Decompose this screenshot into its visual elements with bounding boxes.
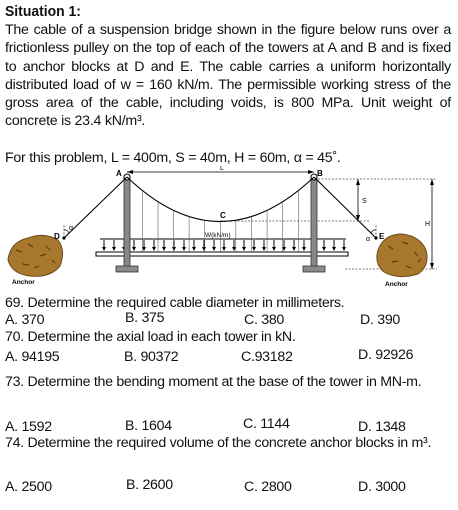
- anchor-left-label: Anchor: [12, 279, 35, 286]
- load-arrowhead: [172, 247, 176, 251]
- q74-option-a: A. 2500: [5, 479, 52, 495]
- dimension-L: [127, 166, 314, 174]
- load-arrowhead: [232, 247, 236, 251]
- anchor-right-label: Anchor: [385, 281, 408, 288]
- q74-option-d: D. 3000: [358, 479, 406, 495]
- q70-option-a: A. 94195: [5, 349, 60, 365]
- tower-B: [303, 174, 325, 272]
- q73-option-d: D. 1348: [358, 419, 406, 435]
- load-arrowhead: [112, 247, 116, 251]
- label-D: D: [54, 232, 60, 241]
- bridge-deck: [96, 252, 348, 256]
- load-arrowhead: [162, 247, 166, 251]
- label-L: L: [220, 166, 224, 172]
- label-C: C: [220, 211, 226, 220]
- load-arrowhead: [252, 247, 256, 251]
- alpha-right: α: [366, 236, 371, 243]
- q73-option-b: B. 1604: [125, 418, 172, 434]
- load-arrowhead: [262, 247, 266, 251]
- q69-option-d: D. 390: [360, 312, 401, 328]
- left-anchor-rock: [8, 235, 63, 286]
- label-A: A: [116, 169, 122, 178]
- alpha-left: α: [69, 225, 74, 232]
- label-E: E: [379, 232, 385, 241]
- q74-option-c: C. 2800: [244, 479, 292, 495]
- load-arrowhead: [332, 247, 336, 251]
- label-H: H: [425, 221, 431, 228]
- q73-option-c: C. 1144: [243, 416, 290, 432]
- load-arrowhead: [212, 247, 216, 251]
- q74-option-b: B. 2600: [126, 477, 173, 493]
- question-73: 73. Determine the bending moment at the base of the tower in MN-m.: [5, 374, 422, 390]
- q69-option-a: A. 370: [5, 312, 45, 328]
- left-backstay: [64, 177, 127, 238]
- load-arrowhead: [102, 247, 106, 251]
- q70-option-c: C.93182: [241, 349, 293, 365]
- situation-title: Situation 1:: [5, 3, 81, 20]
- q69-option-b: B. 375: [125, 310, 165, 326]
- right-anchor-rock: [377, 234, 427, 288]
- load-arrowhead: [242, 247, 246, 251]
- load-arrowhead: [272, 247, 276, 251]
- distributed-load-arrows: [102, 240, 346, 251]
- load-arrowhead: [342, 247, 346, 251]
- load-arrowhead: [222, 247, 226, 251]
- q69-option-c: C. 380: [244, 312, 285, 328]
- load-arrowhead: [322, 247, 326, 251]
- label-B: B: [317, 169, 323, 178]
- right-backstay: [314, 177, 376, 238]
- load-arrowhead: [192, 247, 196, 251]
- q73-option-a: A. 1592: [5, 419, 52, 435]
- question-74: 74. Determine the required volume of the concrete anchor blocks in m³.: [5, 435, 432, 451]
- question-69: 69. Determine the required cable diameter in millimeters.: [5, 295, 345, 311]
- given-values: For this problem, L = 400m, S = 40m, H = 60m, α = 45˚.: [5, 150, 341, 166]
- q70-option-b: B. 90372: [124, 349, 179, 365]
- question-70: 70. Determine the axial load in each tower in kN.: [5, 329, 296, 345]
- q70-option-d: D. 92926: [358, 347, 414, 363]
- load-arrowhead: [202, 247, 206, 251]
- load-arrowhead: [182, 247, 186, 251]
- load-arrowhead: [132, 247, 136, 251]
- load-arrowhead: [292, 247, 296, 251]
- problem-statement: The cable of a suspension bridge shown in the figure below runs over a frictionless pulley on the top of each of the towers at A and B and is fixed to anchor blocks at D and E. The cable carries a uniform horizontally distributed load of w = 160 kN/m. The permissible working stress of the gross area of the cable, including voids, is 800 MPa. Unit weight of concrete is 23.4 kN/m³.: [5, 22, 451, 130]
- load-arrowhead: [152, 247, 156, 251]
- tower-A: [116, 174, 138, 272]
- dimension-S: [220, 179, 370, 221]
- label-S: S: [362, 198, 367, 205]
- load-label: W(kN/m): [205, 232, 231, 239]
- suspension-bridge-figure: [0, 166, 458, 296]
- load-arrowhead: [302, 247, 306, 251]
